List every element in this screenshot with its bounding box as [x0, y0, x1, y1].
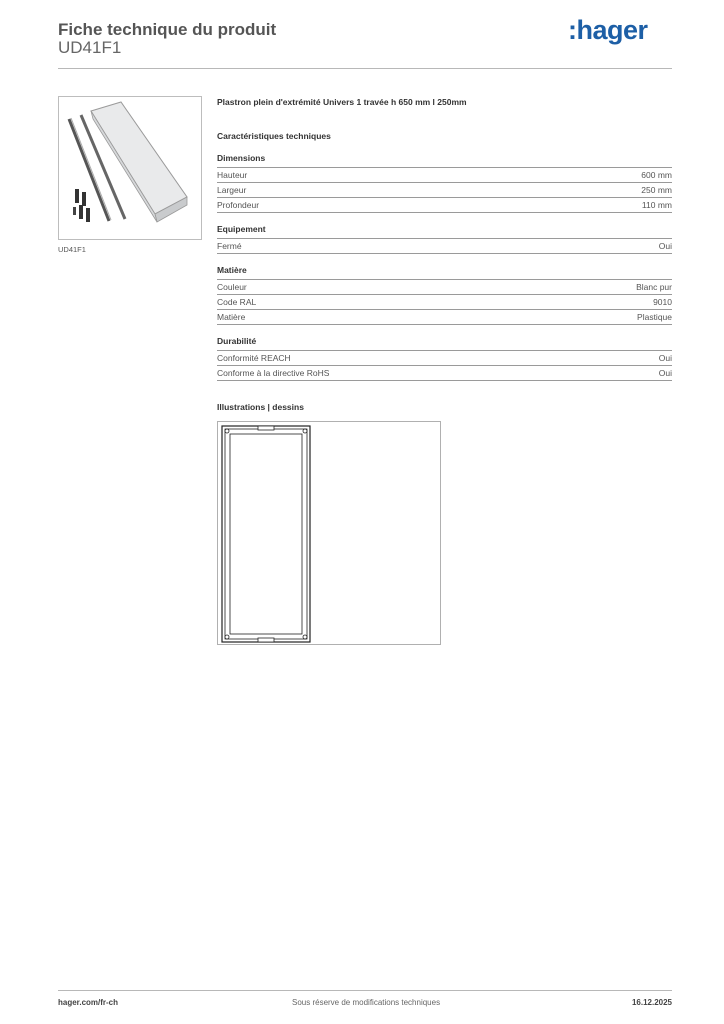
group-title: Equipement: [217, 224, 266, 234]
spec-group-dimensions: [217, 152, 672, 213]
technical-drawing: [217, 421, 441, 645]
spec-label: Couleur: [217, 282, 247, 292]
spec-group-matiere: [217, 264, 672, 325]
spec-group-durabilite: [217, 335, 672, 381]
spec-value: Oui: [658, 368, 672, 378]
spec-label: Conformité REACH: [217, 353, 291, 363]
spec-label: Largeur: [217, 185, 247, 195]
product-title: Plastron plein d'extrémité Univers 1 travée h 650 mm l 250mm: [217, 97, 467, 107]
spec-row: [217, 238, 672, 254]
specs-heading: Caractéristiques techniques: [217, 131, 331, 141]
group-title: Matière: [217, 265, 247, 275]
footer-date: 16.12.2025: [631, 998, 672, 1007]
footer-divider: [58, 990, 672, 991]
spec-row: [217, 294, 672, 309]
spec-row: [217, 182, 672, 197]
footer-disclaimer: Sous réserve de modifications techniques: [292, 998, 441, 1007]
spec-value: Plastique: [637, 312, 672, 322]
spec-group-equipement: [217, 223, 672, 254]
spec-row: [217, 197, 672, 213]
product-photo: [58, 96, 202, 240]
spec-value: 110 mm: [641, 200, 672, 210]
hager-logo: :hager: [568, 15, 648, 45]
technical-drawing-graphic: [218, 422, 440, 644]
illustrations-heading: Illustrations | dessins: [217, 402, 304, 412]
spec-value: 250 mm: [641, 185, 672, 195]
group-title: Durabilité: [217, 336, 257, 346]
spec-value: Oui: [658, 353, 672, 363]
spec-value: 9010: [653, 297, 672, 307]
spec-value: Oui: [658, 241, 672, 251]
spec-label: Profondeur: [217, 200, 260, 210]
header-divider: [58, 68, 672, 69]
product-reference: UD41F1: [58, 38, 122, 57]
spec-row: [217, 279, 672, 294]
spec-row: [217, 167, 672, 182]
product-photo-graphic: [59, 97, 201, 239]
spec-row: [217, 309, 672, 325]
spec-label: Fermé: [217, 241, 242, 251]
spec-value: Blanc pur: [636, 282, 672, 292]
specs-content: [217, 96, 672, 645]
spec-row: [217, 365, 672, 381]
group-title: Dimensions: [217, 153, 266, 163]
spec-label: Hauteur: [217, 170, 248, 180]
document-title: Fiche technique du produit: [58, 20, 277, 39]
spec-value: 600 mm: [641, 170, 672, 180]
spec-row: [217, 350, 672, 365]
spec-label: Conforme à la directive RoHS: [217, 368, 330, 378]
photo-caption: UD41F1: [58, 245, 86, 254]
spec-label: Code RAL: [217, 297, 257, 307]
spec-label: Matière: [217, 312, 246, 322]
footer-website-link[interactable]: hager.com/fr-ch: [58, 998, 119, 1007]
